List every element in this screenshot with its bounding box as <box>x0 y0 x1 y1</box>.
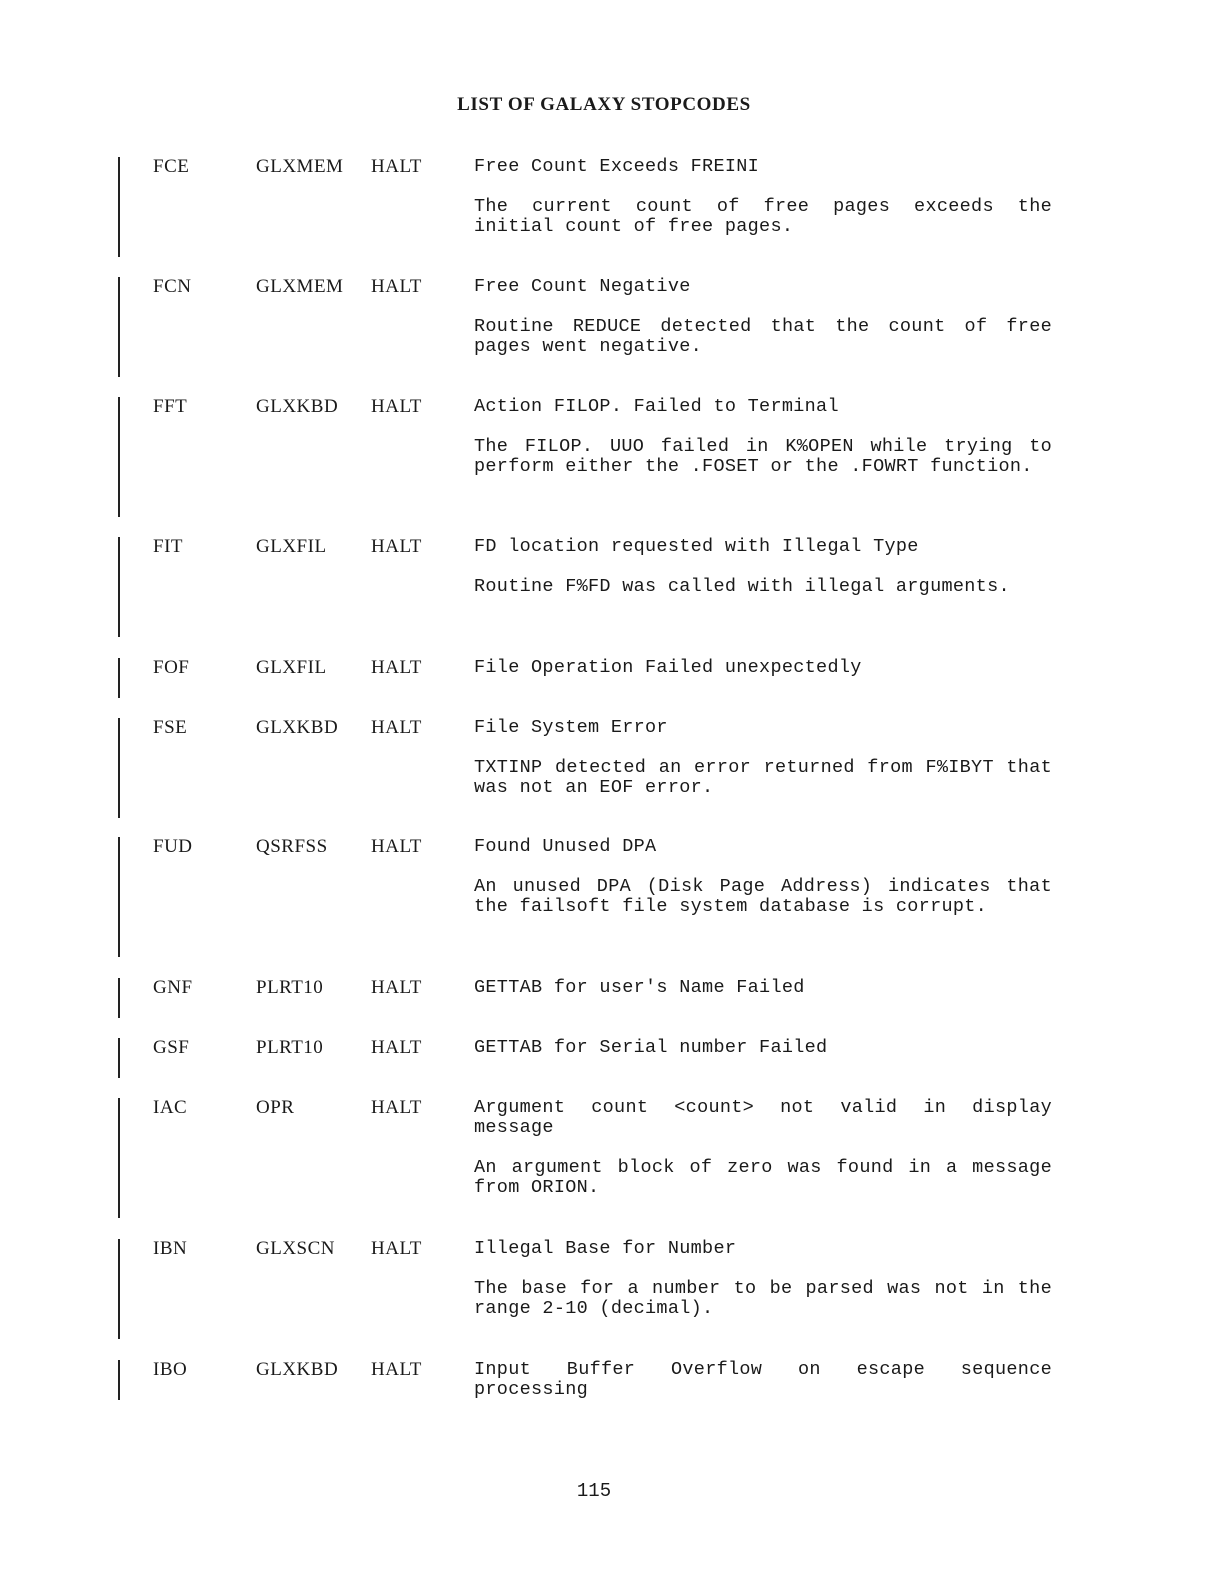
stopcode-title: Argument count <count> not valid in display message <box>474 1097 1052 1138</box>
stopcode-title: FD location requested with Illegal Type <box>474 536 919 557</box>
module-name: GLXMEM <box>256 276 344 297</box>
module-name: GLXSCN <box>256 1238 336 1259</box>
stopcode: FCN <box>153 276 192 297</box>
stopcode: FCE <box>153 156 190 177</box>
change-bar <box>118 837 120 957</box>
stopcode-description: The current count of free pages exceeds the initial count of free pages. <box>474 196 1052 237</box>
change-bar <box>118 537 120 637</box>
module-name: GLXKBD <box>256 1359 339 1380</box>
stopcode: IAC <box>153 1097 188 1118</box>
change-bar <box>118 1239 120 1339</box>
change-bar <box>118 978 120 1018</box>
change-bar <box>118 718 120 818</box>
stopcode: GSF <box>153 1037 190 1058</box>
stopcode-description: TXTINP detected an error returned from F%IBYT that was not an EOF error. <box>474 757 1052 798</box>
change-bar <box>118 1038 120 1078</box>
action-type: HALT <box>371 156 422 177</box>
module-name: QSRFSS <box>256 836 328 857</box>
action-type: HALT <box>371 717 422 738</box>
stopcode-title: Free Count Negative <box>474 276 691 297</box>
stopcode-description: Routine F%FD was called with illegal arguments. <box>474 576 1010 597</box>
stopcode: FUD <box>153 836 193 857</box>
change-bar <box>118 277 120 377</box>
stopcode-title: File Operation Failed unexpectedly <box>474 657 862 678</box>
stopcode-title: Action FILOP. Failed to Terminal <box>474 396 839 417</box>
page-number: 115 <box>576 1480 612 1502</box>
stopcode: FFT <box>153 396 188 417</box>
stopcode-description: The base for a number to be parsed was not in the range 2-10 (decimal). <box>474 1278 1052 1319</box>
action-type: HALT <box>371 396 422 417</box>
change-bar <box>118 397 120 517</box>
stopcode-title: Illegal Base for Number <box>474 1238 737 1259</box>
stopcode-description: An argument block of zero was found in a message from ORION. <box>474 1157 1052 1198</box>
stopcode: GNF <box>153 977 193 998</box>
stopcode-title: GETTAB for user's Name Failed <box>474 977 805 998</box>
stopcode-description: Routine REDUCE detected that the count of free pages went negative. <box>474 316 1052 357</box>
action-type: HALT <box>371 1238 422 1259</box>
page-title: LIST OF GALAXY STOPCODES <box>457 94 751 115</box>
stopcode-title: Input Buffer Overflow on escape sequence processing <box>474 1359 1052 1400</box>
stopcode-title: File System Error <box>474 717 668 738</box>
stopcode-title: Found Unused DPA <box>474 836 657 857</box>
stopcode: FIT <box>153 536 183 557</box>
change-bar <box>118 1360 120 1400</box>
action-type: HALT <box>371 836 422 857</box>
action-type: HALT <box>371 1037 422 1058</box>
module-name: PLRT10 <box>256 1037 324 1058</box>
module-name: GLXFIL <box>256 536 327 557</box>
module-name: OPR <box>256 1097 295 1118</box>
module-name: GLXKBD <box>256 396 339 417</box>
change-bar <box>118 157 120 257</box>
action-type: HALT <box>371 657 422 678</box>
action-type: HALT <box>371 1359 422 1380</box>
module-name: GLXFIL <box>256 657 327 678</box>
stopcode-description: An unused DPA (Disk Page Address) indicates that the failsoft file system database is corrupt. <box>474 876 1052 917</box>
action-type: HALT <box>371 536 422 557</box>
stopcode: IBO <box>153 1359 188 1380</box>
stopcode: FSE <box>153 717 188 738</box>
module-name: PLRT10 <box>256 977 324 998</box>
action-type: HALT <box>371 977 422 998</box>
stopcode-description: The FILOP. UUO failed in K%OPEN while trying to perform either the .FOSET or the .FOWRT function. <box>474 436 1052 477</box>
module-name: GLXKBD <box>256 717 339 738</box>
change-bar <box>118 1098 120 1218</box>
stopcode-title: GETTAB for Serial number Failed <box>474 1037 828 1058</box>
module-name: GLXMEM <box>256 156 344 177</box>
action-type: HALT <box>371 276 422 297</box>
stopcode: FOF <box>153 657 190 678</box>
stopcode-title: Free Count Exceeds FREINI <box>474 156 760 177</box>
action-type: HALT <box>371 1097 422 1118</box>
stopcode: IBN <box>153 1238 188 1259</box>
change-bar <box>118 658 120 698</box>
